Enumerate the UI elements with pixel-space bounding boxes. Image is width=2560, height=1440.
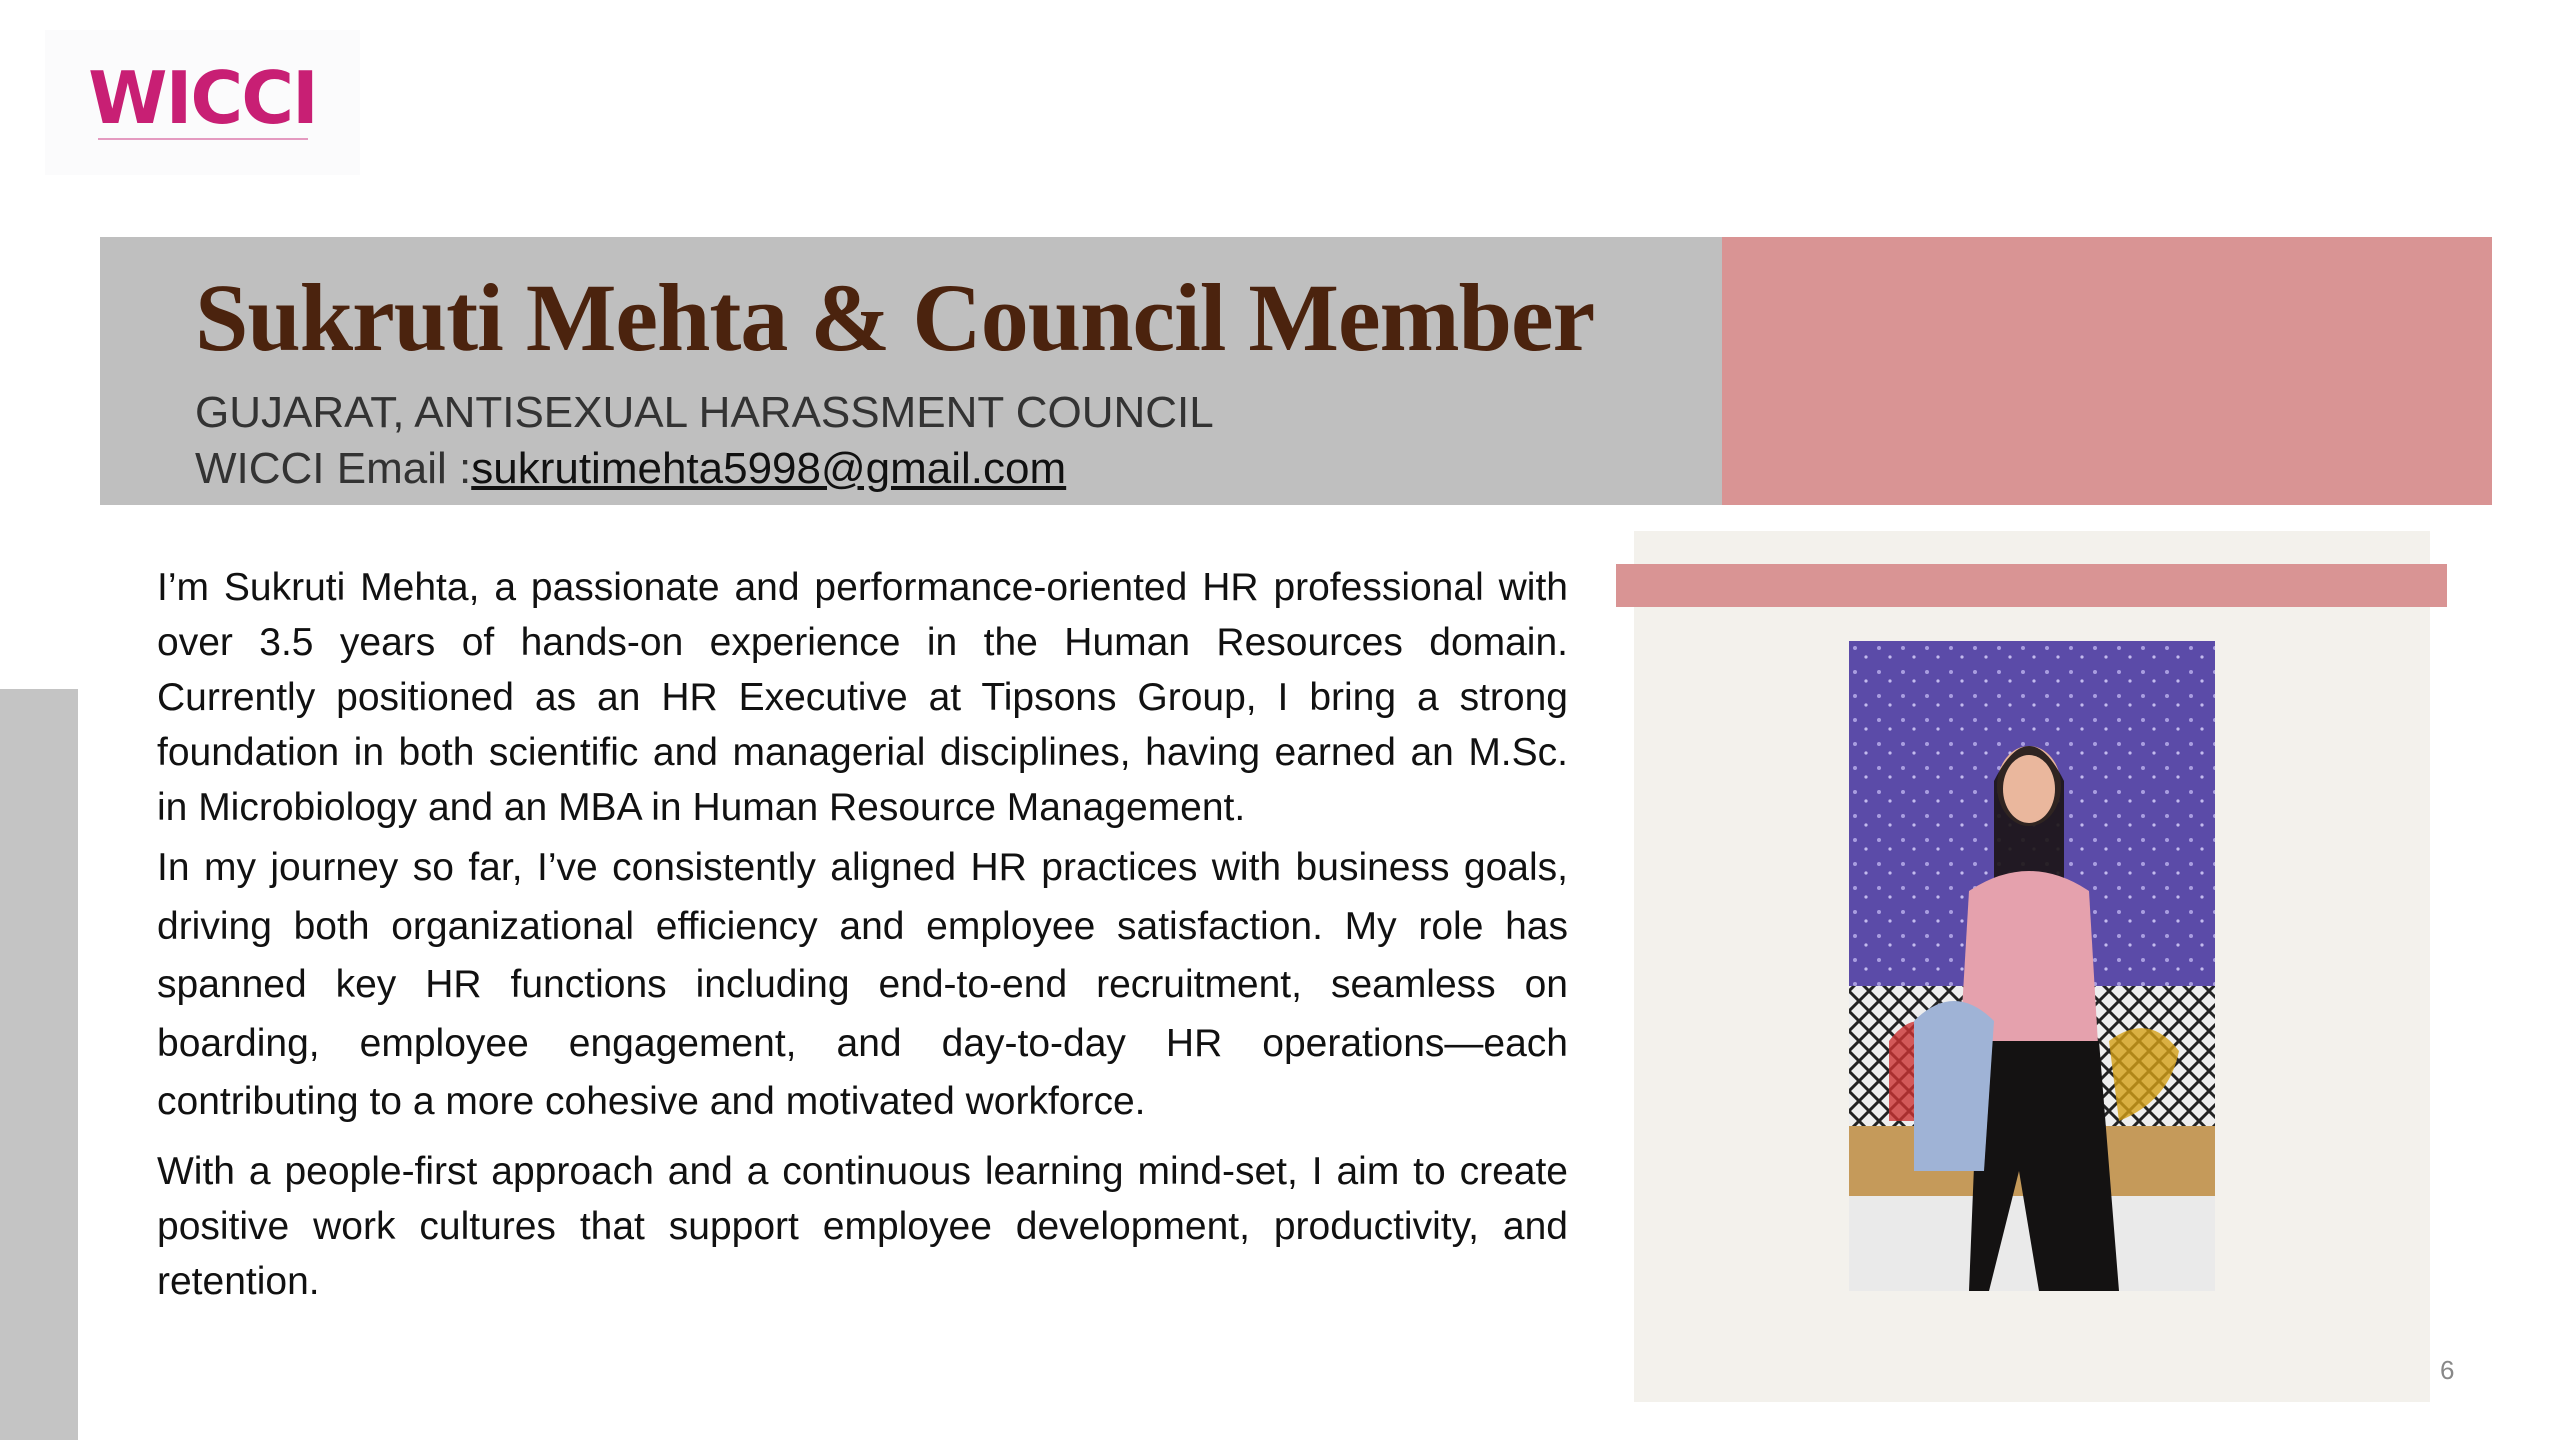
email-label: WICCI Email :	[195, 444, 472, 493]
email-link[interactable]: sukrutimehta5998@gmail.com	[471, 444, 1067, 493]
logo-wordmark: WICCI	[88, 55, 317, 140]
page-title: Sukruti Mehta & Council Member	[195, 264, 1595, 371]
email-line	[195, 444, 1066, 494]
bio-text	[157, 560, 1568, 1313]
council-subtitle: GUJARAT, ANTISEXUAL HARASSMENT COUNCIL	[195, 388, 1214, 437]
wicci-logo	[45, 30, 360, 175]
bio-paragraph: I’m Sukruti Mehta, a passionate and performance-oriented HR professional with over 3.5 years of hands-on experience in the Human Resources domain. Currently positioned as an HR Executive at Tipsons Group, I bring a strong foundation in both scientific and managerial disciplines, having earned an M.Sc. in Microbiology and an MBA in Human Resource Management.	[157, 566, 1568, 829]
profile-photo	[1849, 641, 2215, 1291]
profile-photo-illustration	[1849, 641, 2215, 1291]
left-decorative-bar	[0, 689, 78, 1440]
bio-paragraph: In my journey so far, I’ve consistently aligned HR practices with business goals, driving both organizational efficiency and employee satisfaction. My role has spanned key HR functions including end-to-end recruitment, seamless on boarding, employee engagement, and day-to-day HR operations—each contributing to a more cohesive and motivated workforce.	[157, 846, 1568, 1123]
photo-accent-bar	[1616, 564, 2447, 607]
logo-tagline-line	[98, 138, 308, 144]
header-accent-block	[1722, 237, 2492, 505]
bio-paragraph: With a people-first approach and a continuous learning mind-set, I aim to create positive work cultures that support employee development, productivity, and retention.	[157, 1149, 1568, 1303]
page-number: 6	[2440, 1355, 2455, 1385]
